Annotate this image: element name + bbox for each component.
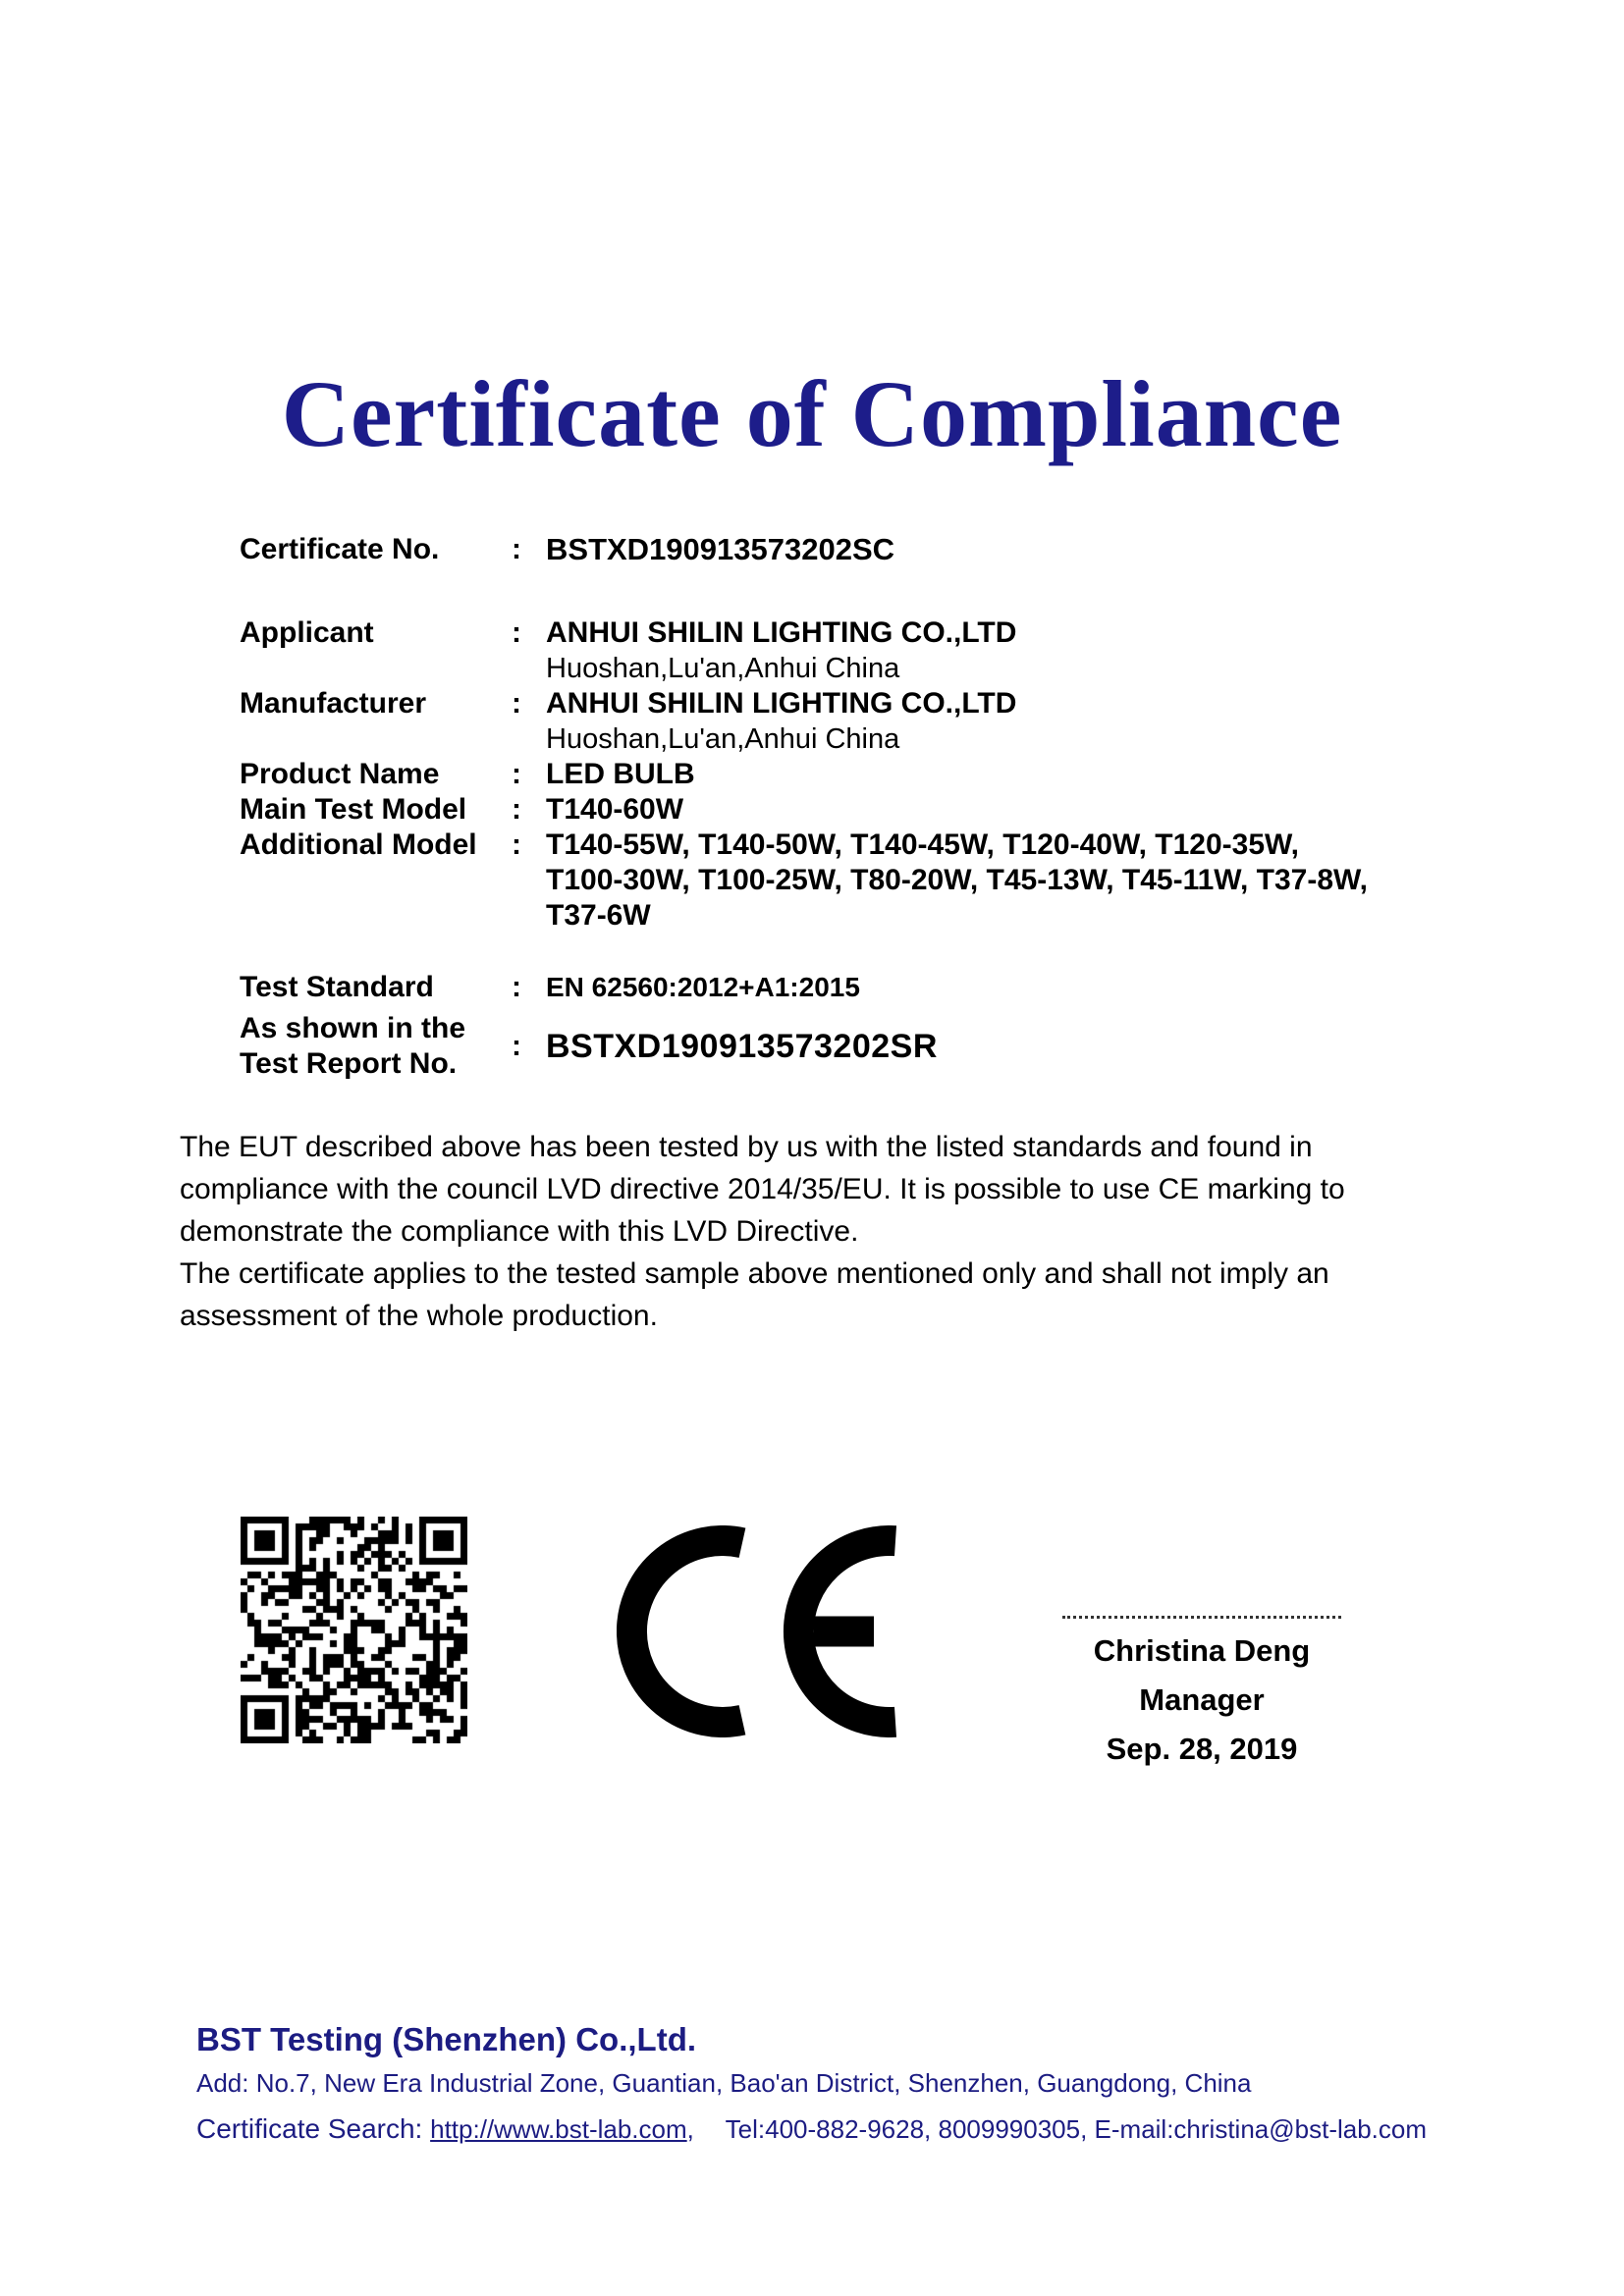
additional-model-label: Additional Model <box>240 828 477 861</box>
colon-separator: : <box>512 533 521 565</box>
test-report-no-value: BSTXD190913573202SR <box>546 1028 938 1065</box>
declaration-paragraph-2: The certificate applies to the tested sample above mentioned only and shall not imply an assessment of the whole production. <box>180 1257 1329 1332</box>
lab-contact-info: Tel:400-882-9628, 8009990305, E-mail:christina@bst-lab.com <box>725 2114 1428 2144</box>
field-manufacturer <box>240 686 1368 757</box>
lab-address: Add: No.7, New Era Industrial Zone, Guantian, Bao'an District, Shenzhen, Guangdong, China <box>196 2068 1252 2098</box>
additional-model-line: T140-55W, T140-50W, T140-45W, T120-40W, T120-35W, <box>546 828 1300 861</box>
manufacturer-label: Manufacturer <box>240 687 427 720</box>
test-report-label <box>240 1011 512 1082</box>
applicant-value <box>546 615 1016 686</box>
footer <box>196 2022 1427 2145</box>
product-name-value: LED BULB <box>546 758 695 790</box>
field-applicant <box>240 615 1368 686</box>
certificate-fields <box>240 532 1368 934</box>
field-product-name <box>240 757 1368 792</box>
declaration-text <box>180 1126 1448 1337</box>
signature-dotted-line <box>1062 1600 1341 1619</box>
applicant-name: ANHUI SHILIN LIGHTING CO.,LTD <box>546 616 1017 649</box>
main-test-model-value: T140-60W <box>546 793 684 826</box>
field-certificate-no <box>240 532 1368 567</box>
additional-model-line: T100-30W, T100-25W, T80-20W, T45-13W, T45-11W, T37-8W, <box>546 864 1368 896</box>
main-test-model-label: Main Test Model <box>240 793 467 826</box>
manufacturer-address: Huoshan,Lu'an,Anhui China <box>546 723 900 755</box>
lab-company-name: BST Testing (Shenzhen) Co.,Ltd. <box>196 2021 697 2057</box>
additional-model-value <box>546 828 1368 934</box>
colon-separator: : <box>512 971 521 1003</box>
applicant-label: Applicant <box>240 616 374 649</box>
test-standard-label: Test Standard <box>240 971 434 1003</box>
colon-separator: : <box>512 1030 521 1062</box>
applicant-address: Huoshan,Lu'an,Anhui China <box>546 653 900 684</box>
certificate-search-link[interactable]: http://www.bst-lab.com <box>430 2114 687 2144</box>
manufacturer-name: ANHUI SHILIN LIGHTING CO.,LTD <box>546 687 1017 720</box>
field-test-report-no <box>240 1011 938 1082</box>
additional-model-line: T37-6W <box>546 899 651 932</box>
manufacturer-value <box>546 686 1016 757</box>
signature-date: Sep. 28, 2019 <box>1106 1732 1298 1766</box>
test-report-label-line1: As shown in the <box>240 1012 466 1044</box>
signatory-name: Christina Deng <box>1093 1633 1311 1668</box>
ce-mark-icon <box>617 1525 901 1737</box>
colon-separator: : <box>512 758 521 790</box>
colon-separator: : <box>512 687 521 720</box>
test-standard-value: EN 62560:2012+A1:2015 <box>546 972 860 1002</box>
certificate-search-label: Certificate Search: <box>196 2113 423 2144</box>
qr-code <box>241 1517 467 1743</box>
page-title: Certificate of Compliance <box>281 361 1343 466</box>
field-additional-model <box>240 828 1368 934</box>
separator-comma: , <box>686 2114 694 2144</box>
product-name-label: Product Name <box>240 758 440 790</box>
colon-separator: : <box>512 793 521 826</box>
test-report-label-line2: Test Report No. <box>240 1047 458 1080</box>
field-main-test-model <box>240 792 1368 828</box>
colon-separator: : <box>512 616 521 649</box>
test-standard-block <box>240 970 938 1082</box>
certificate-no-value: BSTXD190913573202SC <box>546 532 895 566</box>
colon-separator: : <box>512 828 521 861</box>
signature-block <box>1058 1600 1345 1765</box>
certificate-no-label: Certificate No. <box>240 533 440 565</box>
signatory-role: Manager <box>1139 1682 1265 1717</box>
certificate-search-line <box>196 2113 1427 2145</box>
declaration-paragraph-1: The EUT described above has been tested by us with the listed standards and found in compliance with the council LVD directive 2014/35/EU. It is possible to use CE marking to demonstrate the compliance with this LVD Directive. <box>180 1131 1345 1248</box>
field-test-standard <box>240 970 938 1005</box>
